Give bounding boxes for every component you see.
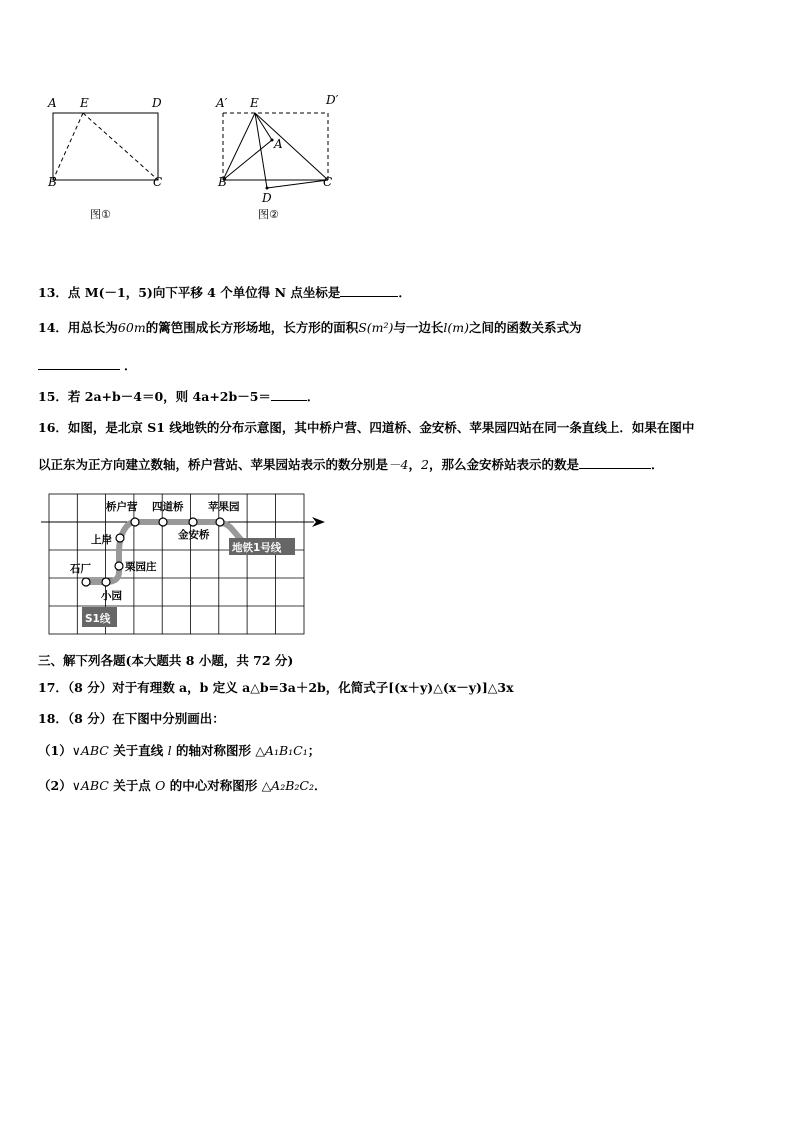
dashed-segment-ec xyxy=(83,113,158,180)
label-B: B xyxy=(48,175,57,189)
math-60m: 60m xyxy=(117,320,146,335)
math-area: S(m²) xyxy=(358,320,394,335)
text-part: 的篱笆围成长方形场地，长方形的面积 xyxy=(145,320,359,335)
station-shangan: 上岸 xyxy=(91,534,112,546)
label-A: A xyxy=(48,96,57,110)
text-part: ； xyxy=(307,743,321,758)
label-D: D xyxy=(262,191,272,205)
station-lizhuang: 栗园庄 xyxy=(125,561,157,573)
label-D: D xyxy=(152,96,162,110)
question-number: 14． xyxy=(38,320,68,335)
question-16-line2 xyxy=(38,455,663,473)
text-part: 用总长为 xyxy=(67,320,118,335)
question-number: 13． xyxy=(38,285,68,300)
text-part: ． xyxy=(314,778,327,793)
text-part: 之间的函数关系式为 xyxy=(469,320,582,335)
question-number: 17． xyxy=(38,680,68,695)
question-text: 点 M(－1，5)向下平移 4 个单位得 N 点坐标是 xyxy=(67,285,341,300)
text-part: ，那么金安桥站表示的数是 xyxy=(428,457,579,472)
line-l: l xyxy=(167,743,172,758)
segment-dc xyxy=(267,180,328,188)
s1-line-route xyxy=(86,522,243,582)
text-part: （2） xyxy=(38,778,72,793)
question-18 xyxy=(38,709,225,727)
station-qiaohuying: 桥户营 xyxy=(106,501,138,513)
question-text: 如图，是北京 S1 线地铁的分布示意图，其中桥户营、四道桥、金安桥、苹果园四站在同一条直线上．如果在图中 xyxy=(67,420,695,435)
answer-blank[interactable] xyxy=(340,285,398,297)
label-D-prime: D′ xyxy=(326,93,339,107)
line1-label: 地铁1号线 xyxy=(232,542,282,554)
dashed-segment-eb xyxy=(53,113,83,180)
question-tail: ． xyxy=(398,285,411,300)
question-18-part-1 xyxy=(38,741,320,759)
answer-blank[interactable] xyxy=(271,389,307,401)
label-E: E xyxy=(250,96,259,110)
text-part: 关于点 xyxy=(108,778,156,793)
figure-2-caption: 图② xyxy=(258,208,279,221)
triangle-a1b1c1: △A₁B₁C₁ xyxy=(255,743,308,758)
question-18-part-2 xyxy=(38,776,327,794)
s1-label: S1线 xyxy=(85,613,111,625)
text-part: 以正东为正方向建立数轴，桥户营站、苹果园站表示的数分别是 xyxy=(38,457,389,472)
text-part: 关于直线 xyxy=(108,743,168,758)
segment-ed xyxy=(255,113,267,188)
question-14 xyxy=(38,318,582,336)
question-number: 15． xyxy=(38,389,68,404)
label-C: C xyxy=(323,175,333,189)
question-text: 若 2a+b－4＝0，则 4a+2b－5＝ xyxy=(67,389,271,404)
point-o: O xyxy=(155,778,166,793)
question-tail: ． xyxy=(123,358,137,373)
question-17 xyxy=(38,678,514,696)
question-number: 18． xyxy=(38,711,68,726)
figure-1 xyxy=(40,90,180,225)
question-14-answer-line xyxy=(38,356,137,374)
station-sidaoqiao: 四道桥 xyxy=(152,501,184,513)
question-text: （8 分）对于有理数 a，b 定义 a△b=3a＋2b，化简式子[(x＋y)△(x－y)]△3x xyxy=(67,680,514,695)
segment-ec xyxy=(255,113,328,180)
text-part: 与一边长 xyxy=(393,320,444,335)
text-part: 的中心对称图形 xyxy=(165,778,262,793)
question-13 xyxy=(38,283,411,301)
answer-blank[interactable] xyxy=(579,457,651,469)
value-pingguoyuan: 2 xyxy=(420,457,429,472)
rectangle-abcd xyxy=(53,113,158,180)
value-qiaohuying: －4 xyxy=(388,457,409,472)
figure-1-caption: 图① xyxy=(90,208,111,221)
question-tail: ． xyxy=(650,457,664,472)
text-part: （1） xyxy=(38,743,72,758)
label-A: A xyxy=(274,137,283,151)
station-xiaoyuan: 小园 xyxy=(101,590,122,602)
question-15 xyxy=(38,387,319,405)
subway-map xyxy=(38,492,330,638)
question-number: 16． xyxy=(38,420,68,435)
label-E: E xyxy=(80,96,89,110)
triangle-abc: ∨ABC xyxy=(71,743,109,758)
segment-eb xyxy=(223,113,255,180)
section-3-title: 三、解下列各题(本大题共 8 小题，共 72 分) xyxy=(38,653,294,668)
question-tail: ． xyxy=(306,389,320,404)
triangle-a2b2c2: △A₂B₂C₂ xyxy=(261,778,314,793)
label-B: B xyxy=(218,175,227,189)
station-shichang: 石厂 xyxy=(70,563,91,575)
question-text: （8 分）在下图中分别画出： xyxy=(67,711,225,726)
point-d xyxy=(266,187,269,190)
triangle-abc: ∨ABC xyxy=(71,778,109,793)
label-A-prime: A′ xyxy=(216,96,228,110)
answer-blank[interactable] xyxy=(38,358,120,370)
text-part: 的轴对称图形 xyxy=(171,743,256,758)
label-C: C xyxy=(153,175,163,189)
math-length: l(m) xyxy=(443,320,470,335)
station-jinanqiao: 金安桥 xyxy=(178,529,210,541)
question-16 xyxy=(38,418,694,436)
figure-2 xyxy=(210,90,360,225)
text-part: ， xyxy=(408,457,421,472)
station-pingguoyuan: 苹果园 xyxy=(208,501,240,513)
